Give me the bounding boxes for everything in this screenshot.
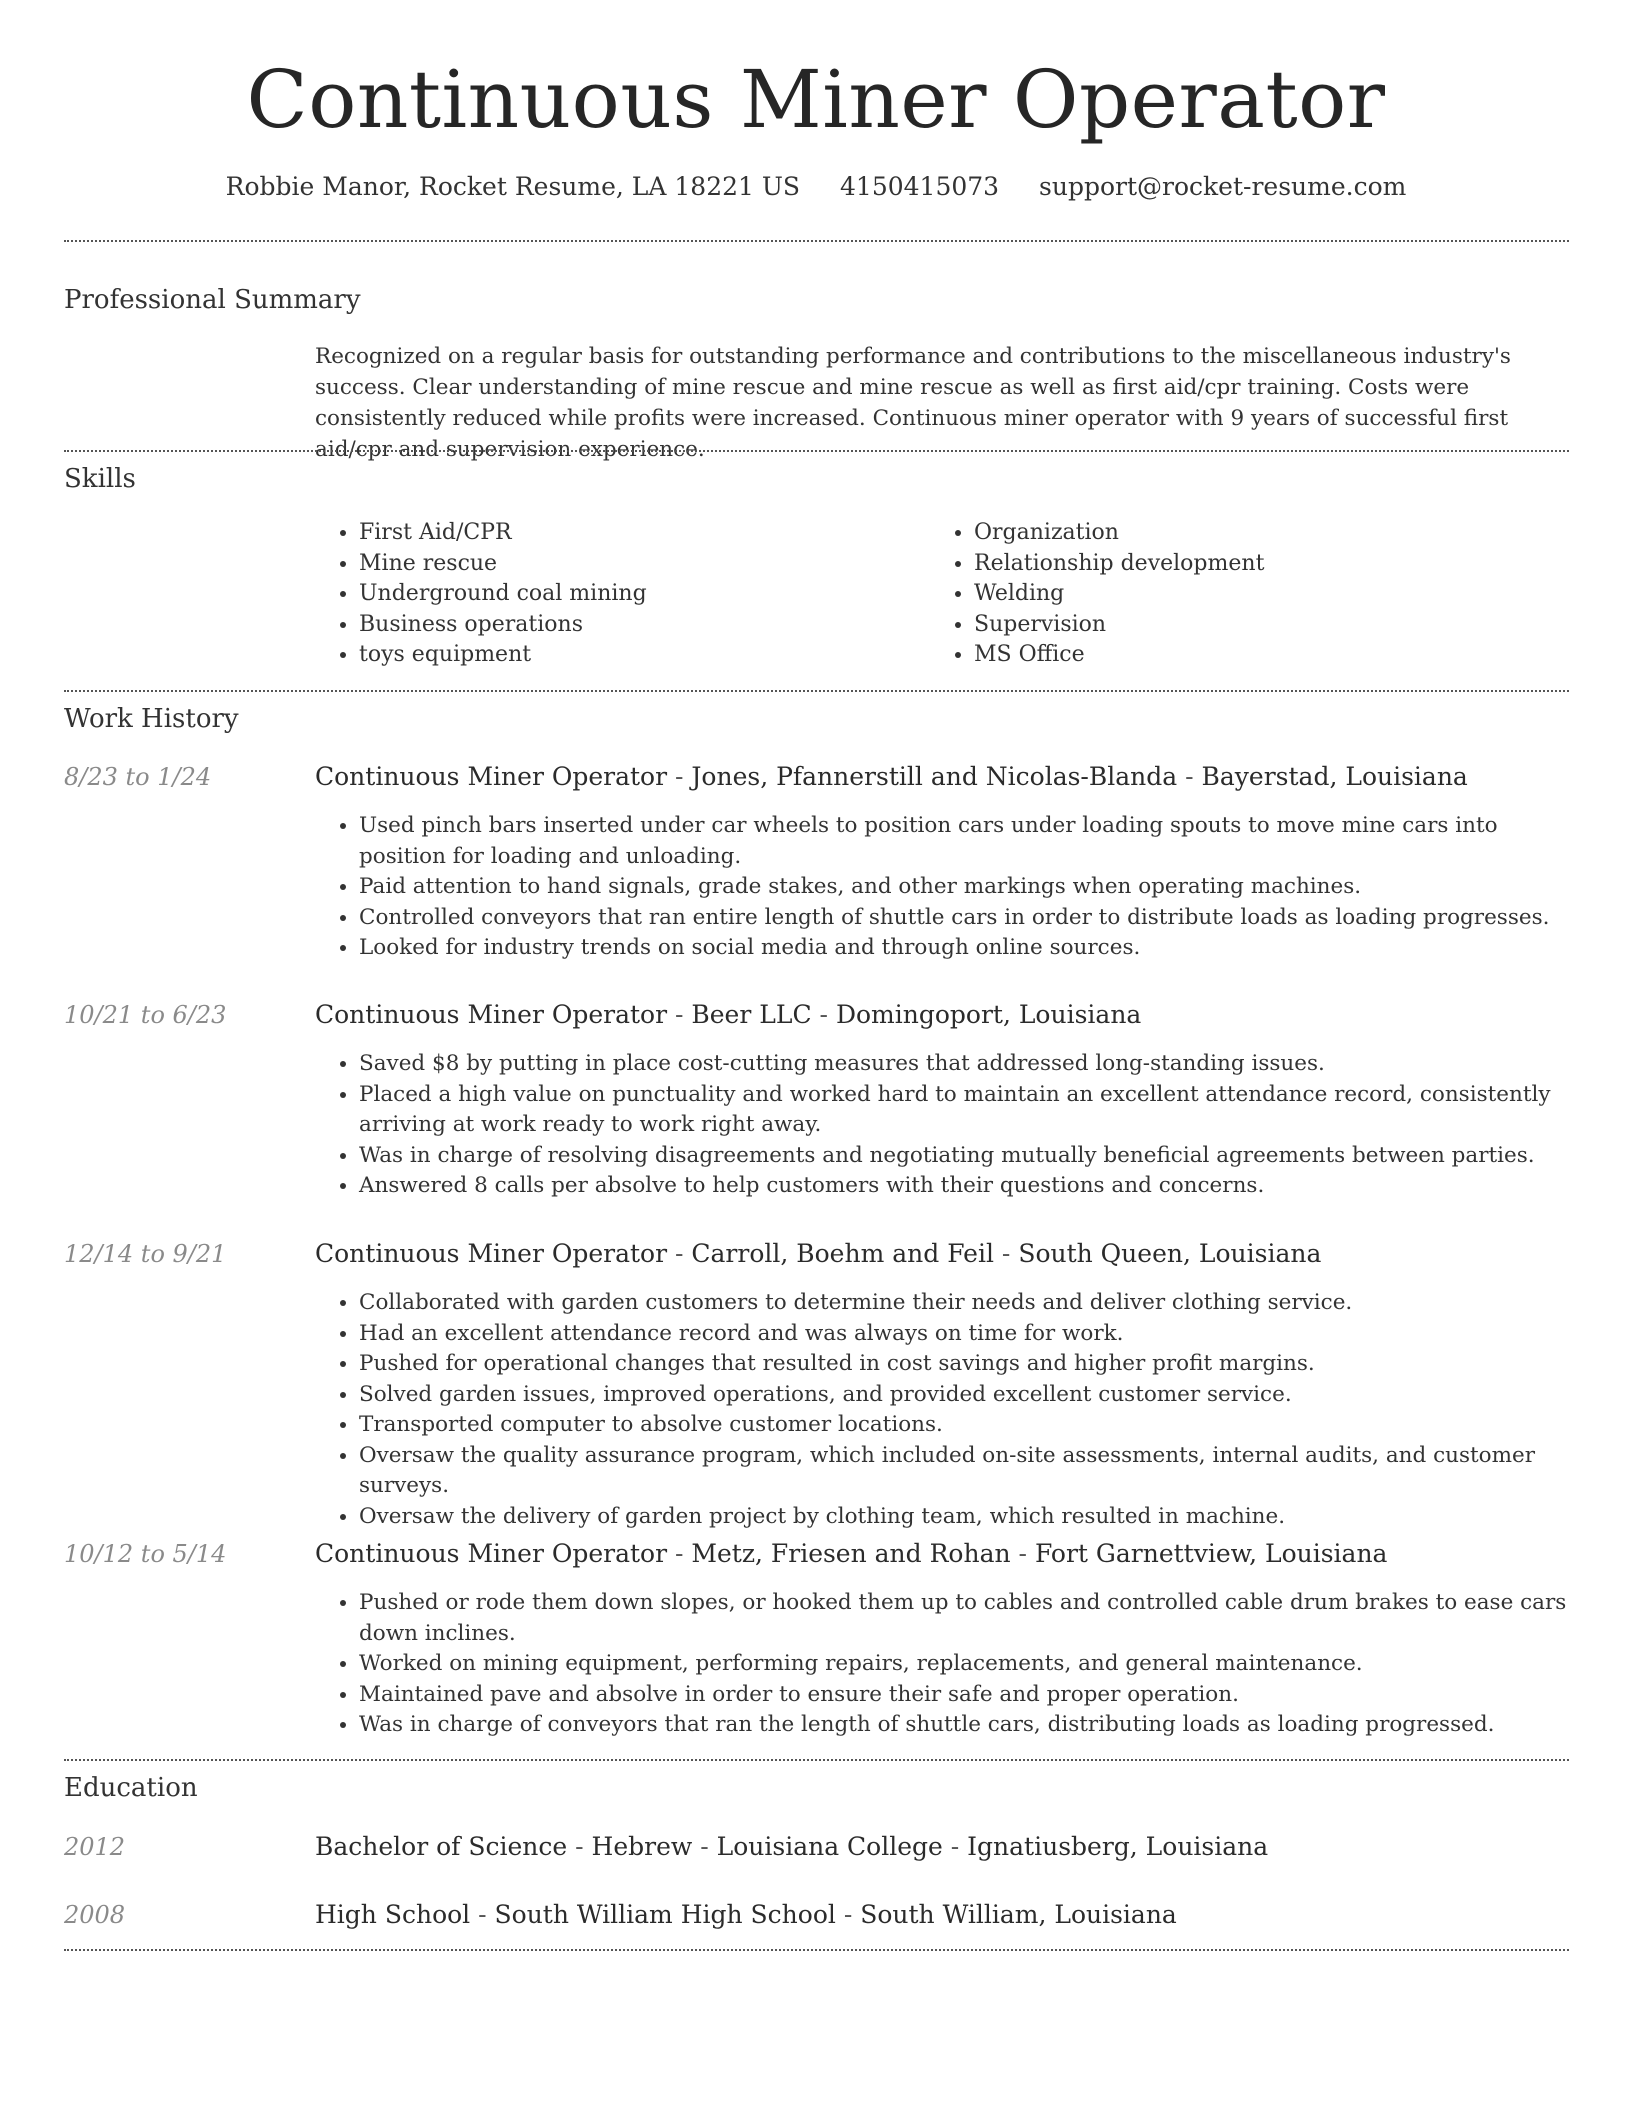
summary-text: Recognized on a regular basis for outstanding performance and contributions to the miscellaneous industry's success. Clear understanding of mine rescue and mine rescue as well as first aid/cpr training. Costs were consistently reduced while profits were increased. Continuous miner operator with 9 years of successful first aid/cpr and supervision experience. (315, 344, 1511, 462)
education-school: South William High School (494, 1900, 836, 1929)
job-location: South Queen, Louisiana (1018, 1239, 1322, 1268)
job-heading: Continuous Miner Operator - Jones, Pfannerstill and Nicolas-Blanda - Bayerstad, Louisiana (315, 762, 1468, 791)
job-heading: Continuous Miner Operator - Beer LLC - Domingoport, Louisiana (315, 1000, 1142, 1029)
divider (64, 1949, 1569, 1951)
job-bullet: • Was in charge of conveyors that ran the length of shuttle cars, distributing loads as loading progressed. (359, 1710, 1609, 1741)
job-dates: 12/14 to 9/21 (64, 1240, 227, 1268)
job-company: Metz, Friesen and Rohan (691, 1539, 1011, 1568)
education-year: 2012 (64, 1833, 126, 1861)
contact-line (0, 170, 1632, 204)
education-field: Hebrew (591, 1832, 693, 1861)
skill-item: • MS Office (974, 640, 1264, 671)
job-location: Domingoport, Louisiana (835, 1000, 1142, 1029)
education-location: South William, Louisiana (860, 1900, 1177, 1929)
section-title-education: Education (64, 1773, 198, 1803)
job-bullet: • Placed a high value on punctuality and worked hard to maintain an excellent attendance record, consistently arriving at work ready to work right away. (359, 1080, 1609, 1141)
job-location: Bayerstad, Louisiana (1201, 762, 1468, 791)
education-degree: Bachelor of Science (315, 1832, 568, 1861)
job-title: Continuous Miner Operator (315, 762, 668, 791)
job-bullet: • Maintained pave and absolve in order to ensure their safe and proper operation. (359, 1680, 1609, 1711)
job-title: Continuous Miner Operator (315, 1239, 668, 1268)
job-location: Fort Garnettview, Louisiana (1034, 1539, 1388, 1568)
job-title: Continuous Miner Operator (315, 1000, 668, 1029)
contact-phone: 4150415073 (840, 172, 1000, 201)
job-heading: Continuous Miner Operator - Metz, Friesen and Rohan - Fort Garnettview, Louisiana (315, 1539, 1388, 1568)
job-title: Continuous Miner Operator (315, 1539, 668, 1568)
job-company: Beer LLC (691, 1000, 812, 1029)
job-bullet: • Pushed or rode them down slopes, or hooked them up to cables and controlled cable drum brakes to ease cars down inclines. (359, 1588, 1609, 1649)
skill-item: • Mine rescue (359, 549, 647, 580)
job-bullets (315, 811, 1609, 964)
education-location: Ignatiusberg, Louisiana (967, 1832, 1269, 1861)
skill-item: • Business operations (359, 610, 647, 641)
job-bullets (315, 1288, 1609, 1532)
divider (64, 240, 1569, 242)
job-dates: 10/21 to 6/23 (64, 1001, 227, 1029)
divider (64, 1759, 1569, 1761)
divider (64, 690, 1569, 692)
job-bullet: • Solved garden issues, improved operations, and provided excellent customer service. (359, 1380, 1609, 1411)
skill-item: • Welding (974, 579, 1264, 610)
job-bullet: • Transported computer to absolve customer locations. (359, 1410, 1609, 1441)
job-bullet: • Paid attention to hand signals, grade stakes, and other markings when operating machines. (359, 872, 1609, 903)
skill-item: • Supervision (974, 610, 1264, 641)
job-bullet: • Worked on mining equipment, performing repairs, replacements, and general maintenance. (359, 1649, 1609, 1680)
job-bullet: • Pushed for operational changes that resulted in cost savings and higher profit margins. (359, 1349, 1609, 1380)
contact-email: support@rocket-resume.com (1039, 172, 1407, 201)
job-bullet: • Looked for industry trends on social media and through online sources. (359, 933, 1609, 964)
resume-name: Continuous Miner Operator (246, 53, 1386, 146)
job-bullets (315, 1588, 1609, 1741)
skill-item: • Relationship development (974, 549, 1264, 580)
skill-item: • Underground coal mining (359, 579, 647, 610)
section-title-skills: Skills (64, 464, 136, 494)
skills-list-left (315, 518, 647, 671)
job-bullets (315, 1049, 1609, 1202)
job-bullet: • Oversaw the delivery of garden project by clothing team, which resulted in machine. (359, 1502, 1609, 1533)
job-dates: 10/12 to 5/14 (64, 1540, 227, 1568)
divider (64, 450, 1569, 452)
skill-item: • First Aid/CPR (359, 518, 647, 549)
education-school: Louisiana College (716, 1832, 943, 1861)
job-bullet: • Controlled conveyors that ran entire length of shuttle cars in order to distribute loads as loading progresses. (359, 903, 1609, 934)
job-heading: Continuous Miner Operator - Carroll, Boehm and Feil - South Queen, Louisiana (315, 1239, 1322, 1268)
skill-item: • Organization (974, 518, 1264, 549)
job-bullet: • Was in charge of resolving disagreements and negotiating mutually beneficial agreements between parties. (359, 1141, 1609, 1172)
job-company: Jones, Pfannerstill and Nicolas-Blanda (691, 762, 1178, 791)
job-company: Carroll, Boehm and Feil (691, 1239, 994, 1268)
job-bullet: • Had an excellent attendance record and was always on time for work. (359, 1319, 1609, 1350)
job-bullet: • Collaborated with garden customers to determine their needs and deliver clothing service. (359, 1288, 1609, 1319)
skill-item: • toys equipment (359, 640, 647, 671)
skills-list-right (930, 518, 1264, 671)
education-heading: High School - South William High School - South William, Louisiana (315, 1900, 1177, 1929)
job-dates: 8/23 to 1/24 (64, 763, 212, 791)
contact-address: Robbie Manor, Rocket Resume, LA 18221 US (225, 172, 801, 201)
education-degree: High School (315, 1900, 471, 1929)
section-title-work: Work History (64, 704, 239, 734)
education-year: 2008 (64, 1901, 126, 1929)
job-bullet: • Answered 8 calls per absolve to help customers with their questions and concerns. (359, 1171, 1609, 1202)
job-bullet: • Oversaw the quality assurance program, which included on-site assessments, internal audits, and customer surveys. (359, 1441, 1609, 1502)
job-bullet: • Used pinch bars inserted under car wheels to position cars under loading spouts to move mine cars into position for loading and unloading. (359, 811, 1609, 872)
job-bullet: • Saved $8 by putting in place cost-cutting measures that addressed long-standing issues. (359, 1049, 1609, 1080)
education-heading: Bachelor of Science - Hebrew - Louisiana College - Ignatiusberg, Louisiana (315, 1832, 1269, 1861)
section-title-summary: Professional Summary (64, 285, 361, 315)
